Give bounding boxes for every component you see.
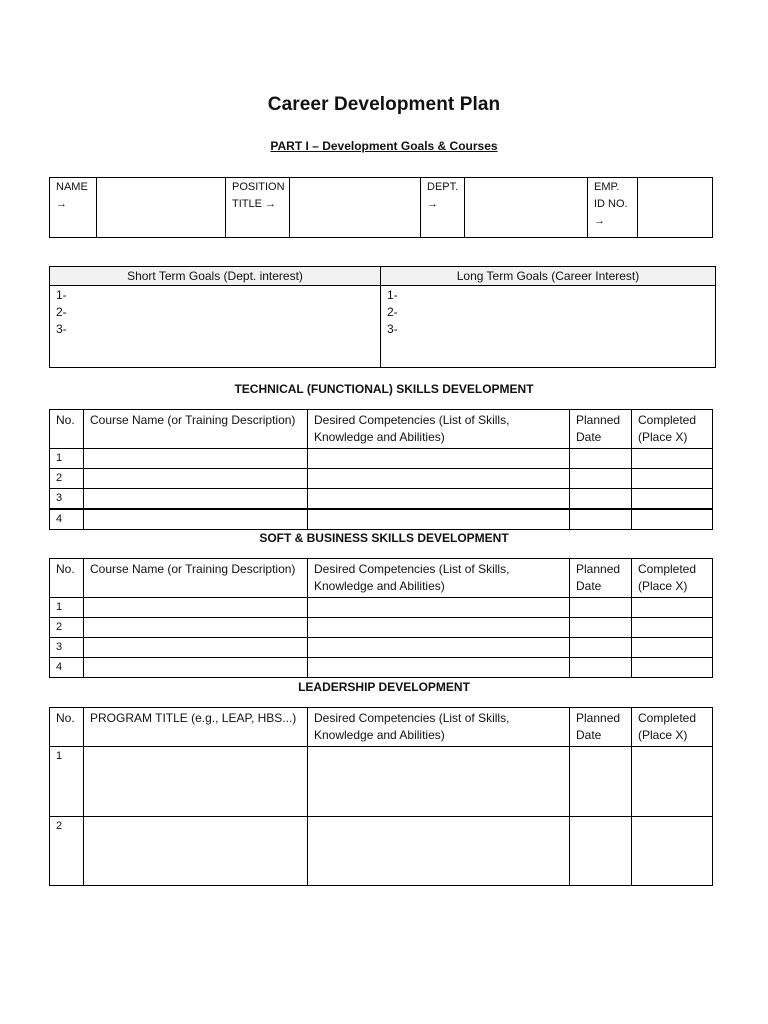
completed-cell[interactable] xyxy=(632,747,713,817)
name-field[interactable] xyxy=(97,178,226,238)
course-cell[interactable] xyxy=(84,618,308,638)
dept-field[interactable] xyxy=(465,178,588,238)
arrow-right-icon: → xyxy=(594,215,605,227)
part-title: PART I – Development Goals & Courses xyxy=(270,139,498,153)
program-cell[interactable] xyxy=(84,817,308,886)
completed-cell[interactable] xyxy=(632,469,713,489)
technical-skills-table xyxy=(49,409,713,530)
course-cell[interactable] xyxy=(84,638,308,658)
goal-item: 1- xyxy=(56,288,67,302)
completed-cell[interactable] xyxy=(632,509,713,530)
row-number: 1 xyxy=(50,449,84,469)
long-term-goals-cell[interactable] xyxy=(381,286,716,368)
emp-label-cell xyxy=(588,178,638,238)
table-row xyxy=(50,509,713,530)
planned-cell[interactable] xyxy=(570,638,632,658)
competencies-cell[interactable] xyxy=(308,658,570,678)
row-number: 4 xyxy=(50,509,84,530)
row-number: 3 xyxy=(50,489,84,510)
soft-section-heading: SOFT & BUSINESS SKILLS DEVELOPMENT xyxy=(259,531,509,545)
table-row xyxy=(50,618,713,638)
col-header-course: Course Name (or Training Description) xyxy=(84,410,308,449)
col-header-course: Course Name (or Training Description) xyxy=(84,559,308,598)
table-row xyxy=(50,489,713,510)
competencies-cell[interactable] xyxy=(308,747,570,817)
col-header-no: No. xyxy=(50,559,84,598)
table-row xyxy=(50,747,713,817)
course-cell[interactable] xyxy=(84,489,308,510)
leadership-section-heading: LEADERSHIP DEVELOPMENT xyxy=(298,680,470,694)
position-label: POSITION xyxy=(232,181,285,193)
col-header-competencies: Desired Competencies (List of Skills, Knowledge and Abilities) xyxy=(308,708,570,747)
col-header-completed: Completed (Place X) xyxy=(632,559,713,598)
long-term-goals-header: Long Term Goals (Career Interest) xyxy=(381,267,716,286)
table-row xyxy=(50,469,713,489)
table-row xyxy=(50,638,713,658)
planned-cell[interactable] xyxy=(570,817,632,886)
col-header-planned: Planned Date xyxy=(570,708,632,747)
course-cell[interactable] xyxy=(84,658,308,678)
position-label-cell xyxy=(226,178,290,238)
technical-section-heading: TECHNICAL (FUNCTIONAL) SKILLS DEVELOPMENT xyxy=(234,382,534,396)
name-label-cell xyxy=(50,178,97,238)
table-row xyxy=(50,658,713,678)
completed-cell[interactable] xyxy=(632,618,713,638)
short-term-goals-cell[interactable] xyxy=(50,286,381,368)
soft-skills-table xyxy=(49,558,713,678)
col-header-completed: Completed (Place X) xyxy=(632,410,713,449)
arrow-right-icon: → xyxy=(56,198,67,210)
col-header-planned: Planned Date xyxy=(570,559,632,598)
completed-cell[interactable] xyxy=(632,449,713,469)
competencies-cell[interactable] xyxy=(308,638,570,658)
planned-cell[interactable] xyxy=(570,618,632,638)
dept-label-cell xyxy=(421,178,465,238)
table-row xyxy=(50,817,713,886)
table-row xyxy=(50,598,713,618)
position-field[interactable] xyxy=(290,178,421,238)
table-row xyxy=(50,449,713,469)
completed-cell[interactable] xyxy=(632,598,713,618)
completed-cell[interactable] xyxy=(632,489,713,510)
col-header-completed: Completed (Place X) xyxy=(632,708,713,747)
goal-item: 3- xyxy=(387,322,398,336)
planned-cell[interactable] xyxy=(570,449,632,469)
emp-label: EMP. xyxy=(594,181,620,193)
goal-item: 3- xyxy=(56,322,67,336)
competencies-cell[interactable] xyxy=(308,449,570,469)
col-header-planned: Planned Date xyxy=(570,410,632,449)
planned-cell[interactable] xyxy=(570,598,632,618)
page-title: Career Development Plan xyxy=(267,94,501,115)
course-cell[interactable] xyxy=(84,509,308,530)
position-label-2: TITLE → xyxy=(232,198,277,210)
planned-cell[interactable] xyxy=(570,658,632,678)
emp-id-field[interactable] xyxy=(638,178,713,238)
row-number: 2 xyxy=(50,469,84,489)
completed-cell[interactable] xyxy=(632,658,713,678)
goal-item: 2- xyxy=(387,305,398,319)
row-number: 3 xyxy=(50,638,84,658)
col-header-competencies: Desired Competencies (List of Skills, Knowledge and Abilities) xyxy=(308,410,570,449)
competencies-cell[interactable] xyxy=(308,489,570,510)
col-header-no: No. xyxy=(50,410,84,449)
planned-cell[interactable] xyxy=(570,509,632,530)
planned-cell[interactable] xyxy=(570,747,632,817)
competencies-cell[interactable] xyxy=(308,598,570,618)
course-cell[interactable] xyxy=(84,598,308,618)
competencies-cell[interactable] xyxy=(308,817,570,886)
competencies-cell[interactable] xyxy=(308,469,570,489)
completed-cell[interactable] xyxy=(632,638,713,658)
planned-cell[interactable] xyxy=(570,489,632,510)
dept-label: DEPT. xyxy=(427,181,459,193)
arrow-right-icon: → xyxy=(427,198,438,210)
employee-info-table xyxy=(49,177,713,238)
short-term-goals-header: Short Term Goals (Dept. interest) xyxy=(50,267,381,286)
row-number: 1 xyxy=(50,598,84,618)
row-number: 4 xyxy=(50,658,84,678)
goal-item: 1- xyxy=(387,288,398,302)
row-number: 2 xyxy=(50,618,84,638)
leadership-table xyxy=(49,707,713,886)
row-number: 2 xyxy=(50,817,84,886)
completed-cell[interactable] xyxy=(632,817,713,886)
course-cell[interactable] xyxy=(84,469,308,489)
row-number: 1 xyxy=(50,747,84,817)
col-header-competencies: Desired Competencies (List of Skills, Knowledge and Abilities) xyxy=(308,559,570,598)
competencies-cell[interactable] xyxy=(308,509,570,530)
col-header-no: No. xyxy=(50,708,84,747)
goals-table xyxy=(49,266,716,368)
emp-label-2: ID NO. xyxy=(594,198,628,210)
course-cell[interactable] xyxy=(84,449,308,469)
goal-item: 2- xyxy=(56,305,67,319)
competencies-cell[interactable] xyxy=(308,618,570,638)
planned-cell[interactable] xyxy=(570,469,632,489)
program-cell[interactable] xyxy=(84,747,308,817)
name-label: NAME xyxy=(56,181,88,193)
col-header-program: PROGRAM TITLE (e.g., LEAP, HBS...) xyxy=(84,708,308,747)
